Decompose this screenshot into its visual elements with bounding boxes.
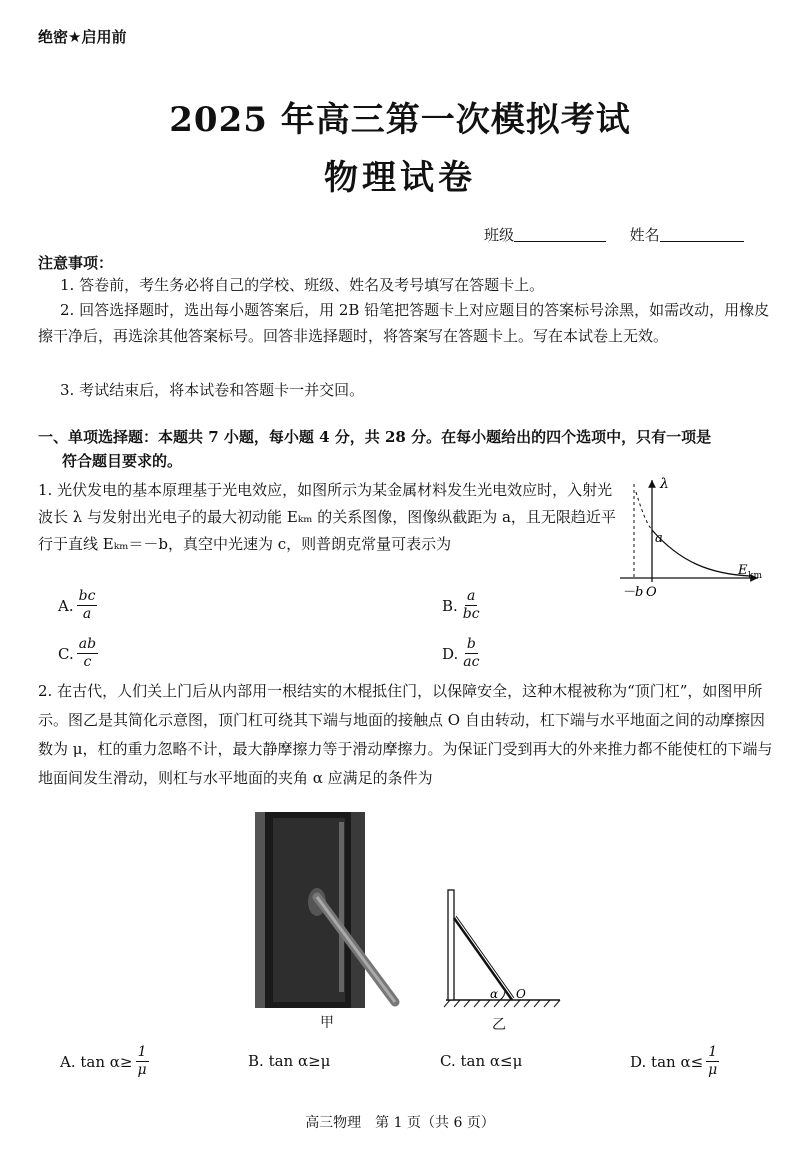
- a-label: a: [655, 531, 663, 546]
- name-blank[interactable]: [660, 227, 744, 242]
- q2-option-b[interactable]: B. tan α≥μ: [248, 1052, 331, 1070]
- x-label-sub: km: [748, 571, 762, 581]
- q2-option-a[interactable]: A. tan α≥ $\frac{1}{\mu}$: [60, 1044, 147, 1078]
- schematic-yi: [438, 880, 568, 1010]
- y-label: λ: [660, 476, 669, 492]
- note-item: 1. 答卷前，考生务必将自己的学校、班级、姓名及考号填写在答题卡上。: [60, 276, 545, 294]
- note-item: 3. 考试结束后，将本试卷和答题卡一并交回。: [60, 381, 365, 399]
- curve: [652, 530, 750, 576]
- q1-option-c[interactable]: C. $\frac{ab}{c}$: [58, 636, 97, 670]
- pivot-o-label: O: [516, 987, 526, 1001]
- exam-title: 2025 年高三第一次模拟考试: [169, 100, 631, 140]
- door-photo-jia: [255, 812, 405, 1014]
- class-name-fields: [484, 224, 744, 245]
- note-item: 2. 回答选择题时，选出每小题答案后，用 2B 铅笔把答题卡上对应题目的答案标号涂黑，如需改动，用橡皮擦干净后，再选涂其他答案标号。回答非选择题时，将答案写在答题卡上。写在本试卷上无效。: [38, 301, 770, 345]
- notes-heading: 注意事项：: [38, 254, 114, 272]
- question-2-text: 2. 在古代，人们关上门后从内部用一根结实的木棍抵住门，以保障安全，这种木棍被称为“顶门杠”，如图甲所示。图乙是其简化示意图，顶门杠可绕其下端与地面的接触点 O 自由转动，杠下端与水平地面之间的动摩擦因数为 μ，杠的重力忽略不计，最大静摩擦力等于滑动摩擦力。为保证门受到再大的外来推力都不能使杠的下端与地面间发生滑动，则杠与水平地面的夹角 α 应满足的条件为: [38, 682, 773, 787]
- class-blank[interactable]: [514, 227, 606, 242]
- page-footer: 高三物理 第 1 页（共 6 页）: [305, 1115, 495, 1131]
- caption-jia: 甲: [320, 1015, 334, 1031]
- q1-option-d[interactable]: D. $\frac{b}{ac}$: [442, 636, 480, 670]
- q1-option-a[interactable]: A. $\frac{bc}{a}$: [58, 588, 96, 622]
- class-label: 班级: [484, 226, 515, 244]
- q2-option-c[interactable]: C. tan α≤μ: [440, 1052, 523, 1070]
- q1-option-b[interactable]: B. $\frac{a}{bc}$: [442, 588, 480, 622]
- q1-graph: [610, 472, 770, 602]
- name-label: 姓名: [629, 226, 660, 244]
- q2-option-d[interactable]: D. tan α≤ $\frac{1}{\mu}$: [630, 1044, 718, 1078]
- question-1-text: 1. 光伏发电的基本原理基于光电效应，如图所示为某金属材料发生光电效应时，入射光波长 λ 与发射出光电子的最大初动能 Eₖₘ 的关系图像，图像纵截距为 a，且无限趋近平行于直线 Eₖₘ＝－b，真空中光速为 c，则普朗克常量可表示为: [38, 481, 616, 553]
- section-heading-cont: 符合题目要求的。: [62, 452, 183, 470]
- x-label: E: [738, 563, 748, 578]
- exam-subtitle: 物理试卷: [324, 158, 476, 198]
- curve-dashed: [636, 492, 652, 530]
- caption-yi: 乙: [492, 1017, 506, 1033]
- origin-label: O: [646, 585, 657, 600]
- alpha-label: α: [490, 987, 499, 1001]
- confidential-mark: 绝密★启用前: [38, 28, 127, 46]
- section-heading: 一、单项选择题：本题共 7 小题，每小题 4 分，共 28 分。在每小题给出的四个选项中，只有一项是: [38, 428, 712, 446]
- b-label: －b: [622, 585, 644, 600]
